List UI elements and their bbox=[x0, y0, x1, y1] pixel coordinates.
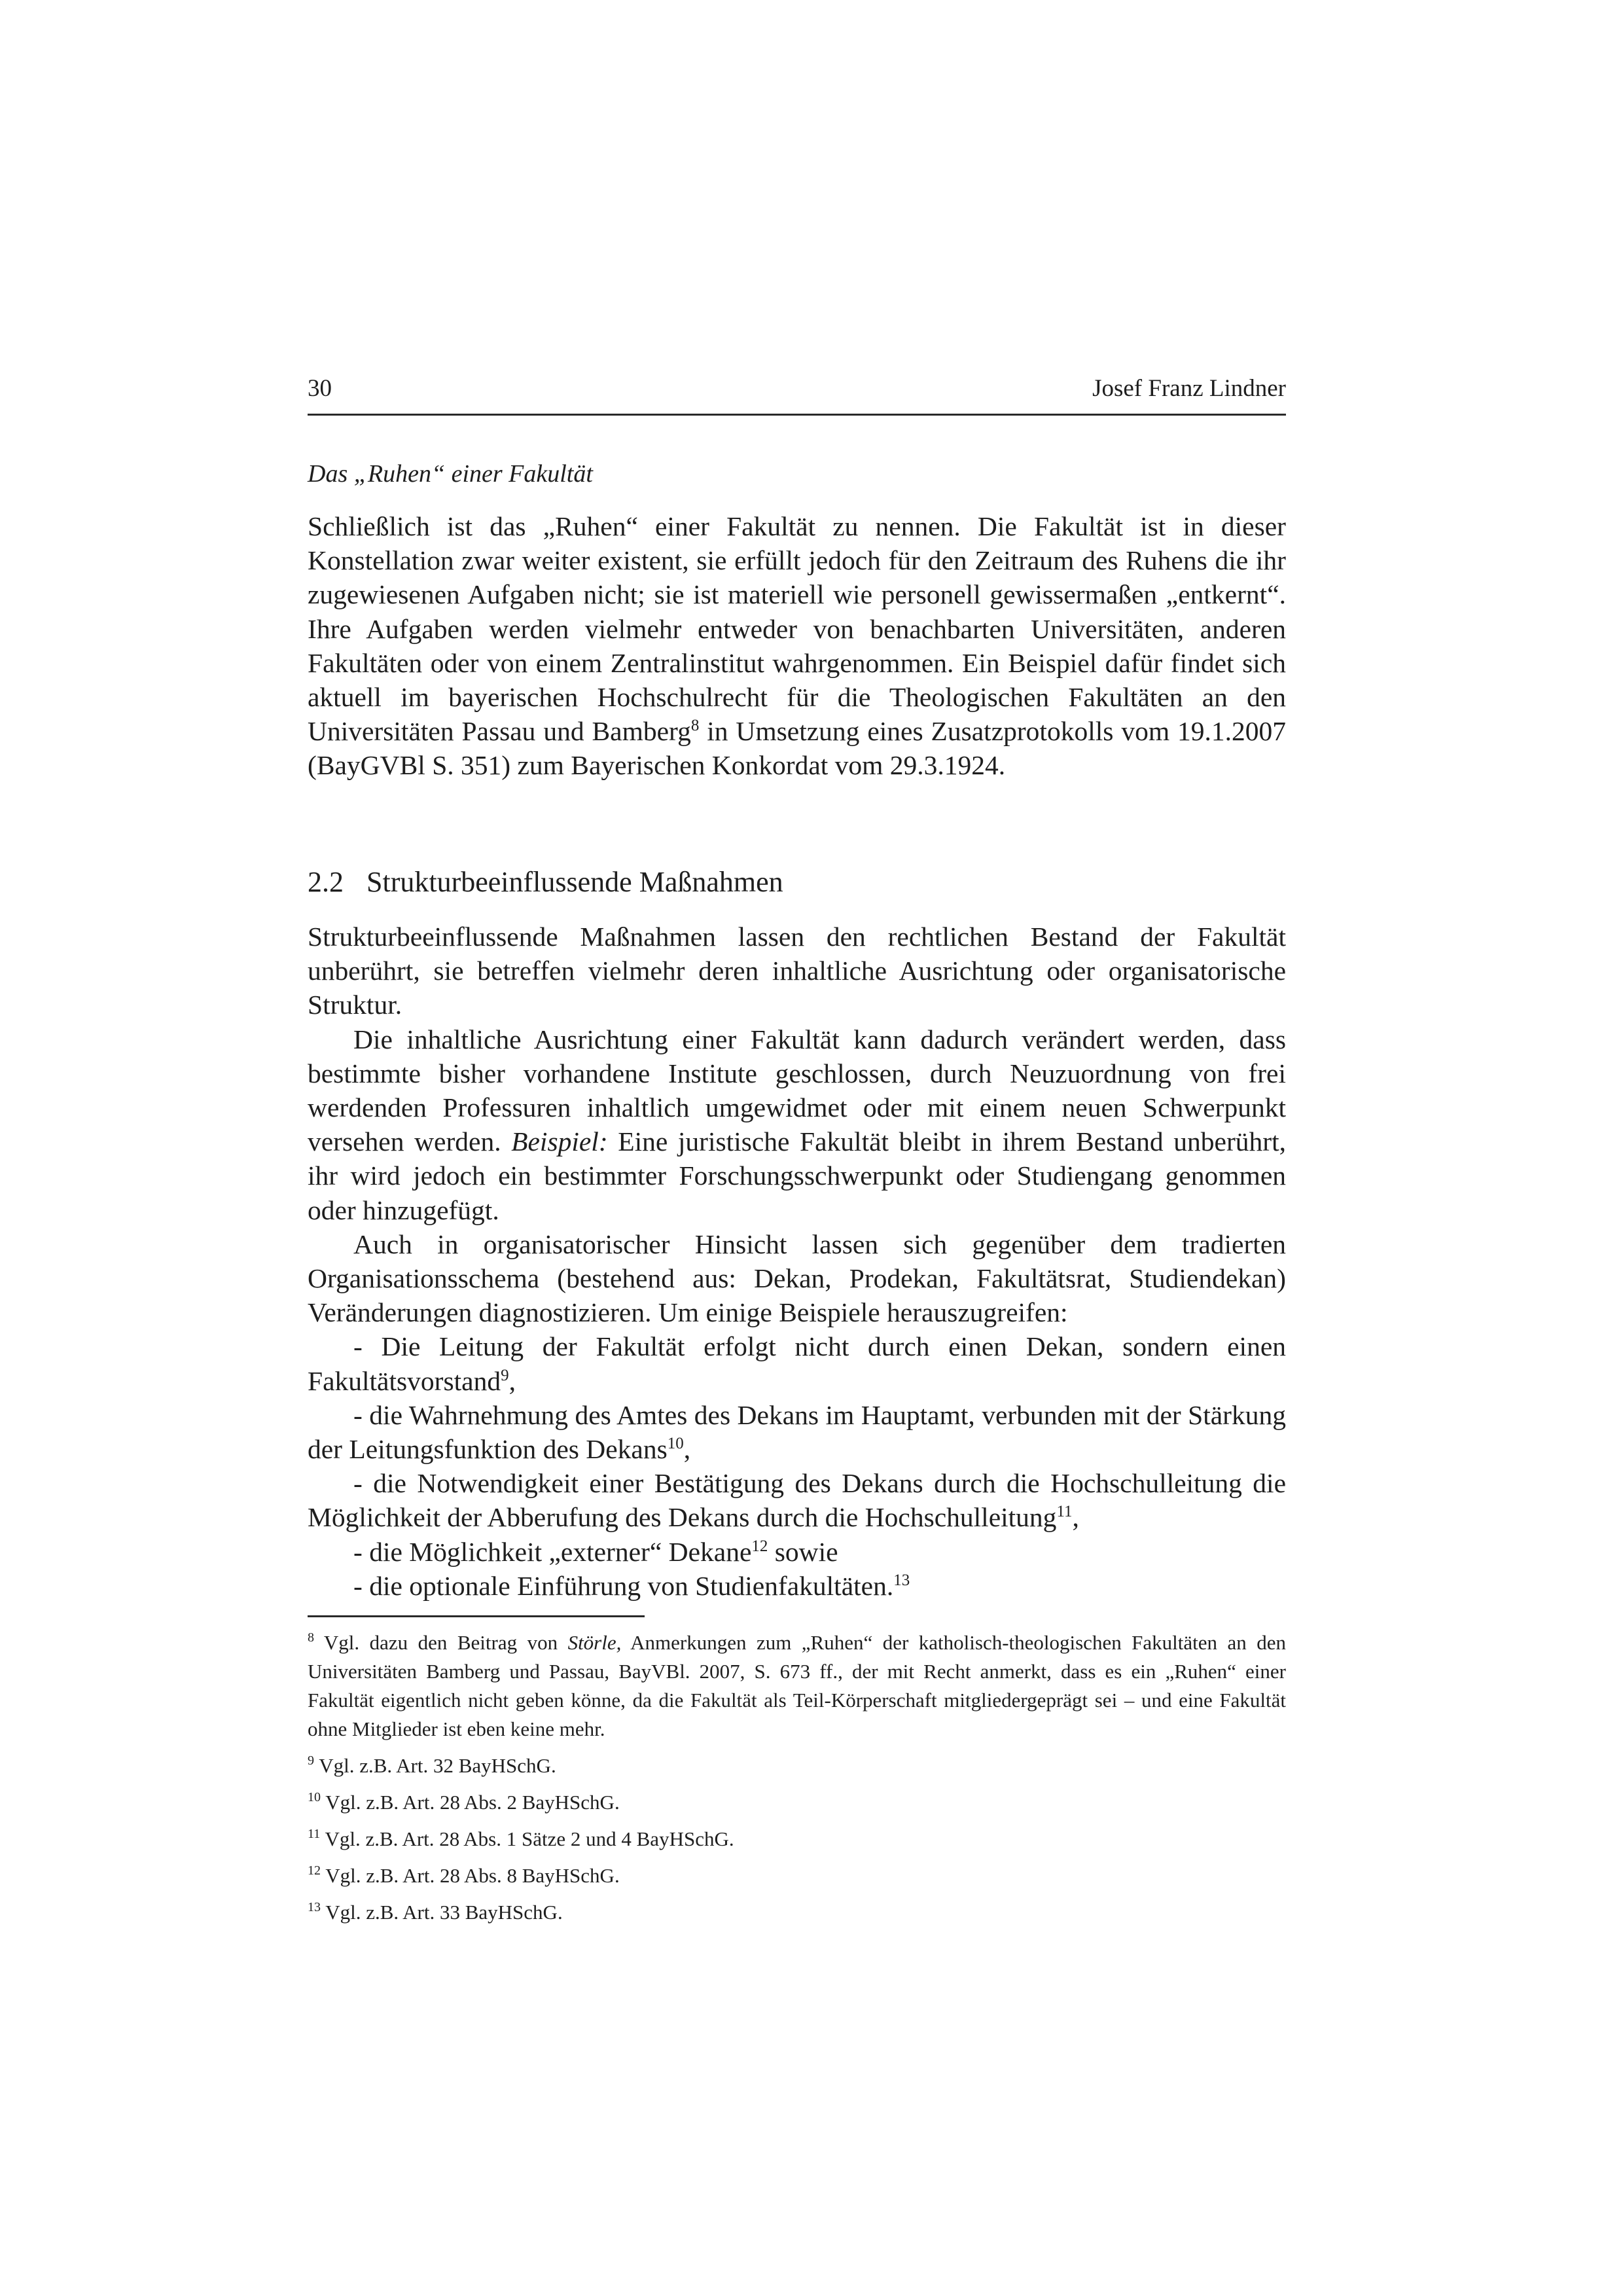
footnote-ref-10[interactable]: 10 bbox=[667, 1435, 684, 1453]
paragraph: Strukturbeeinflussende Maßnahmen lassen den rechtlichen Bestand der Fakultät unberührt, sie betreffen vielmehr deren inhaltliche Ausrichtung oder organisatorische Struktur. bbox=[308, 922, 1286, 1020]
footnote-11: $^{11}$ Vgl. z.B. Art. 28 Abs. 1 Sätze 2 und 4 BayHSchG. bbox=[308, 1827, 734, 1850]
list-item: - die Notwendigkeit einer Bestätigung des Dekans durch die Hochschulleitung die Möglichkeit der Abberufung des Dekans durch die Hochschulleitung$^{11}$, bbox=[308, 1468, 1286, 1533]
running-header bbox=[308, 367, 1286, 416]
section-number: 2.2 bbox=[308, 866, 344, 898]
footnote-ref-13[interactable]: 13 bbox=[893, 1571, 910, 1589]
list-item: - die Möglichkeit „externer“ Dekane$^{12}$ sowie bbox=[353, 1536, 838, 1567]
footnote-ref-9[interactable]: 9 bbox=[501, 1366, 509, 1384]
list-item: - die optionale Einführung von Studienfakultäten.$^{13}$ bbox=[353, 1570, 910, 1601]
footnote-9: $^9$ Vgl. z.B. Art. 32 BayHSchG. bbox=[308, 1753, 556, 1777]
section-title: Strukturbeeinflussende Maßnahmen bbox=[366, 866, 783, 898]
footnote-divider bbox=[308, 1615, 645, 1617]
footnote-ref-12[interactable]: 12 bbox=[751, 1537, 768, 1555]
footnote-8: $^8$ Vgl. dazu den Beitrag von Störle, Anmerkungen zum „Ruhen“ der katholisch-theologischen Fakultäten an den Universitäten Bamberg und Passau, BayVBl. 2007, S. 673 ff., der mit Recht anmerkt, dass es ein „Ruhen“ einer Fakultät eigentlich nicht geben könne, da die Fakultät als Teil-Körperschaft mitgliedergeprägt sei – und eine Fakultät ohne Mitglieder ist eben keine mehr. bbox=[308, 1630, 1287, 1740]
italic-term: Beispiel: bbox=[511, 1126, 608, 1157]
page-number: 30 bbox=[308, 375, 332, 402]
footnote-ref-8[interactable]: 8 bbox=[690, 717, 700, 735]
footnotes bbox=[308, 1628, 1286, 1935]
footnote-13: $^{13}$ Vgl. z.B. Art. 33 BayHSchG. bbox=[308, 1900, 563, 1924]
footnote-ref-11[interactable]: 11 bbox=[1056, 1503, 1073, 1521]
paragraph: Die inhaltliche Ausrichtung einer Fakultät kann dadurch verändert werden, dass bestimmte bisher vorhandene Institute geschlossen, durch Neuzuordnung von frei werdenden Professuren inhaltlich umgewidmet oder mit einem neuen Schwerpunkt versehen werden. Beispiel: Eine juristische Fakultät bleibt in ihrem Bestand unberührt, ihr wird jedoch ein bestimmter Forschungsschwerpunkt oder Studiengang genommen oder hinzugefügt. bbox=[308, 1024, 1286, 1225]
paragraph-ruhen bbox=[308, 509, 1286, 783]
author-name: Störle, bbox=[567, 1631, 622, 1654]
footnote-12: $^{12}$ Vgl. z.B. Art. 28 Abs. 8 BayHSchG. bbox=[308, 1863, 620, 1887]
running-header-author: Josef Franz Lindner bbox=[1092, 375, 1286, 402]
footnote-10: $^{10}$ Vgl. z.B. Art. 28 Abs. 2 BayHSchG. bbox=[308, 1790, 620, 1814]
section-heading-2-2 bbox=[308, 865, 783, 899]
paragraph: Schließlich ist das „Ruhen“ einer Fakultät zu nennen. Die Fakultät ist in dieser Konstellation zwar weiter existent, sie erfüllt jedoch für den Zeitraum des Ruhens die ihr zugewiesenen Aufgaben nicht; sie ist materiell wie personell gewissermaßen „entkernt“. Ihre Aufgaben werden vielmehr entweder von benachbarten Universitäten, anderen Fakultäten oder von einem Zentralinstitut wahrgenommen. Ein Beispiel dafür findet sich aktuell im bayerischen Hochschulrecht für die Theologischen Fakultäten an den Universitäten Passau und Bamberg$^8$ in Umsetzung eines Zusatzprotokolls vom 19.1.2007 (BayGVBl S. 351) zum Bayerischen Konkordat vom 29.3.1924. bbox=[308, 511, 1286, 781]
paragraph: Auch in organisatorischer Hinsicht lassen sich gegenüber dem tradierten Organisationsschema (bestehend aus: Dekan, Prodekan, Fakultätsrat, Studiendekan) Veränderungen diagnostizieren. Um einige Beispiele herauszugreifen: bbox=[308, 1229, 1286, 1328]
subsection-title-ruhen: Das „Ruhen“ einer Fakultät bbox=[308, 460, 593, 488]
list-item: - die Wahrnehmung des Amtes des Dekans im Hauptamt, verbunden mit der Stärkung der Leitungsfunktion des Dekans$^{10}$, bbox=[308, 1399, 1286, 1465]
section-body bbox=[308, 920, 1286, 1603]
list-item: - Die Leitung der Fakultät erfolgt nicht durch einen Dekan, sondern einen Fakultätsvorstand$^9$, bbox=[308, 1331, 1286, 1396]
